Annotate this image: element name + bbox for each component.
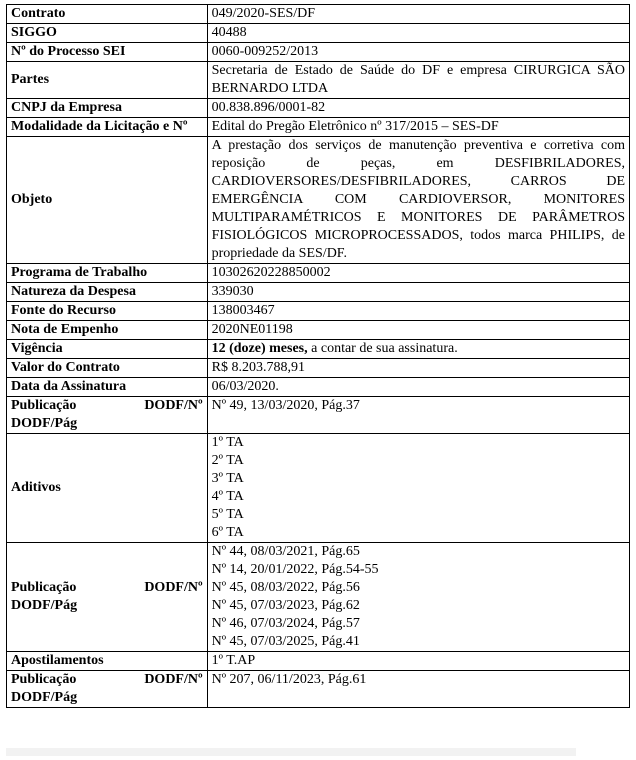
aditivo-item: 3º TA: [211, 471, 244, 486]
contract-summary-table: [6, 4, 630, 708]
label-natureza: Natureza da Despesa: [7, 283, 208, 302]
label-processo: Nº do Processo SEI: [7, 43, 208, 62]
value-fonte: 138003467: [207, 302, 629, 321]
label-contrato: Contrato: [7, 5, 208, 24]
value-publicacao-3: Nº 207, 06/11/2023, Pág.61: [207, 671, 629, 708]
label-objeto: Objeto: [7, 137, 208, 264]
label-valor: Valor do Contrato: [7, 359, 208, 378]
label-modalidade: Modalidade da Licitação e Nº: [7, 118, 208, 137]
value-cnpj: 00.838.896/0001-82: [207, 99, 629, 118]
value-vigencia: [207, 340, 629, 359]
value-natureza: 339030: [207, 283, 629, 302]
label-partes: Partes: [7, 62, 208, 99]
value-partes: Secretaria de Estado de Saúde do DF e empresa CIRURGICA SÃO BERNARDO LTDA: [207, 62, 629, 99]
row-programa: [7, 264, 630, 283]
vigencia-rest: a contar de sua assinatura.: [307, 341, 458, 356]
row-siggo: [7, 24, 630, 43]
row-publicacao-2: [7, 543, 630, 652]
row-apostilamentos: [7, 652, 630, 671]
value-data-assinatura: 06/03/2020.: [207, 378, 629, 397]
aditivo-item: 6º TA: [211, 525, 244, 540]
label-vigencia: Vigência: [7, 340, 208, 359]
row-aditivos: [7, 434, 630, 543]
value-aditivos: [207, 434, 629, 543]
publicacao-item: Nº 44, 08/03/2021, Pág.65: [211, 544, 360, 559]
row-modalidade: [7, 118, 630, 137]
row-publicacao-3: [7, 671, 630, 708]
aditivo-item: 4º TA: [211, 489, 244, 504]
label-siggo: SIGGO: [7, 24, 208, 43]
label-aditivos: Aditivos: [7, 434, 208, 543]
vigencia-duration: 12 (doze) meses,: [211, 341, 308, 356]
label-apostilamentos: Apostilamentos: [7, 652, 208, 671]
value-programa: 10302620228850002: [207, 264, 629, 283]
publicacao-item: Nº 45, 08/03/2022, Pág.56: [211, 580, 360, 595]
row-natureza: [7, 283, 630, 302]
page-bottom-edge: [6, 748, 576, 756]
publicacao-item: Nº 14, 20/01/2022, Pág.54-55: [211, 562, 379, 577]
row-partes: [7, 62, 630, 99]
value-processo: 0060-009252/2013: [207, 43, 629, 62]
value-publicacao-2: [207, 543, 629, 652]
value-siggo: 40488: [207, 24, 629, 43]
label-programa: Programa de Trabalho: [7, 264, 208, 283]
value-modalidade: Edital do Pregão Eletrônico nº 317/2015 – SES-DF: [207, 118, 629, 137]
value-valor: R$ 8.203.788,91: [207, 359, 629, 378]
row-data-assinatura: [7, 378, 630, 397]
publicacao-item: Nº 46, 07/03/2024, Pág.57: [211, 616, 360, 631]
label-publicacao-3: Publicação DODF/Nº DODF/Pág: [7, 671, 208, 708]
row-valor: [7, 359, 630, 378]
row-empenho: [7, 321, 630, 340]
value-publicacao-1: Nº 49, 13/03/2020, Pág.37: [207, 397, 629, 434]
row-cnpj: [7, 99, 630, 118]
value-apostilamentos: 1º T.AP: [207, 652, 629, 671]
row-fonte: [7, 302, 630, 321]
label-fonte: Fonte do Recurso: [7, 302, 208, 321]
value-empenho: 2020NE01198: [207, 321, 629, 340]
row-vigencia: [7, 340, 630, 359]
label-data-assinatura: Data da Assinatura: [7, 378, 208, 397]
row-publicacao-1: [7, 397, 630, 434]
label-publicacao-1: Publicação DODF/Nº DODF/Pág: [7, 397, 208, 434]
row-processo: [7, 43, 630, 62]
value-contrato: 049/2020-SES/DF: [207, 5, 629, 24]
value-objeto: A prestação dos serviços de manutenção preventiva e corretiva com reposição de peças, em DESFIBRILADORES, CARDIOVERSORES/DESFIBRILADORES, CARROS DE EMERGÊNCIA COM CARDIOVERSOR, MONITORES MULTIPARAMÉTRICOS E MONITORES DE PARÂMETROS FISIOLÓGICOS MICROPROCESSADOS, todos marca PHILIPS, de propriedade da SES/DF.: [207, 137, 629, 264]
aditivo-item: 1º TA: [211, 435, 244, 450]
label-publicacao-2: Publicação DODF/Nº DODF/Pág: [7, 543, 208, 652]
label-cnpj: CNPJ da Empresa: [7, 99, 208, 118]
row-objeto: [7, 137, 630, 264]
publicacao-item: Nº 45, 07/03/2025, Pág.41: [211, 634, 360, 649]
aditivo-item: 2º TA: [211, 453, 244, 468]
aditivo-item: 5º TA: [211, 507, 244, 522]
label-empenho: Nota de Empenho: [7, 321, 208, 340]
publicacao-item: Nº 45, 07/03/2023, Pág.62: [211, 598, 360, 613]
row-contrato: [7, 5, 630, 24]
